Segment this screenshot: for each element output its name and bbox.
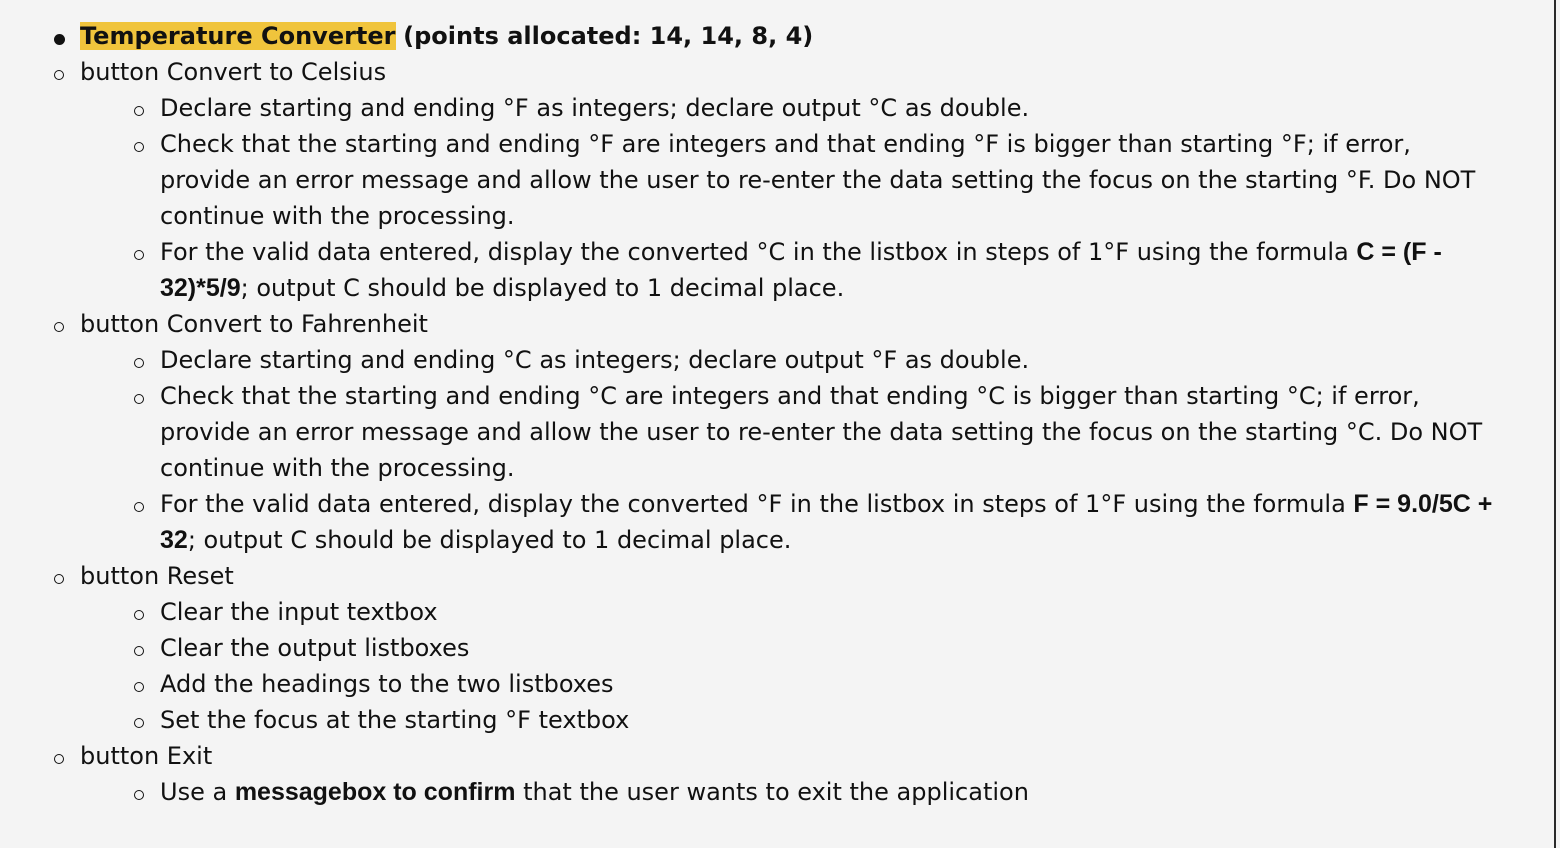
formula-text: 32	[160, 526, 188, 554]
item-text: Clear the input textbox	[160, 598, 438, 626]
item-bullet	[134, 486, 144, 522]
heading-points: (points allocated: 14, 14, 8, 4)	[403, 22, 814, 50]
item-text-formula	[160, 486, 1492, 522]
section-bullet	[54, 306, 64, 342]
item-text-formula	[160, 234, 1442, 270]
item-bullet	[134, 126, 144, 162]
item-bullet	[134, 90, 144, 126]
item-bullet	[134, 630, 144, 666]
heading-bullet	[54, 18, 65, 54]
section-label-exit: button Exit	[80, 742, 213, 770]
item-bullet	[134, 234, 144, 270]
item-text: provide an error message and allow the user to re-enter the data setting the focus on the starting °F. Do NOT	[160, 166, 1476, 194]
item-text: Declare starting and ending °F as integers; declare output °C as double.	[160, 94, 1030, 122]
item-text: continue with the processing.	[160, 202, 515, 230]
item-bullet	[134, 666, 144, 702]
heading-line	[80, 18, 813, 54]
item-text: Declare starting and ending °C as integers; declare output °F as double.	[160, 346, 1030, 374]
item-bullet	[134, 342, 144, 378]
formula-text: F = 9.0/5C +	[1353, 490, 1493, 518]
page-right-border	[1554, 0, 1556, 848]
item-bullet	[134, 702, 144, 738]
item-text: provide an error message and allow the user to re-enter the data setting the focus on the starting °C. Do NOT	[160, 418, 1483, 446]
emphasis-text: messagebox to confirm	[234, 778, 516, 806]
item-text: Check that the starting and ending °F are integers and that ending °F is bigger than starting °F; if error,	[160, 130, 1411, 158]
section-label-convert-fahrenheit: button Convert to Fahrenheit	[80, 310, 428, 338]
section-bullet	[54, 558, 64, 594]
item-text-formula-cont	[160, 522, 791, 558]
section-label-convert-celsius: button Convert to Celsius	[80, 58, 387, 86]
item-text: Check that the starting and ending °C are integers and that ending °C is bigger than starting °C; if error,	[160, 382, 1420, 410]
item-bullet	[134, 774, 144, 810]
item-text: ; output C should be displayed to 1 decimal place.	[240, 274, 845, 302]
formula-text: 32)*5/9	[160, 274, 241, 302]
item-text: Set the focus at the starting °F textbox	[160, 706, 630, 734]
item-text: For the valid data entered, display the converted °F in the listbox in steps of 1°F using the formula	[160, 490, 1354, 518]
formula-text: C = (F -	[1356, 238, 1442, 266]
item-text-formula-cont	[160, 270, 844, 306]
item-text: Clear the output listboxes	[160, 634, 470, 662]
section-label-reset: button Reset	[80, 562, 234, 590]
item-text: that the user wants to exit the application	[515, 778, 1029, 806]
item-bullet	[134, 594, 144, 630]
section-bullet	[54, 738, 64, 774]
item-text: Use a	[160, 778, 235, 806]
item-text-exit	[160, 774, 1029, 810]
section-bullet	[54, 54, 64, 90]
item-text: For the valid data entered, display the converted °C in the listbox in steps of 1°F using the formula	[160, 238, 1357, 266]
item-text: Add the headings to the two listboxes	[160, 670, 614, 698]
item-text: continue with the processing.	[160, 454, 515, 482]
heading-title: Temperature Converter	[80, 22, 396, 50]
item-text: ; output C should be displayed to 1 decimal place.	[187, 526, 792, 554]
item-bullet	[134, 378, 144, 414]
